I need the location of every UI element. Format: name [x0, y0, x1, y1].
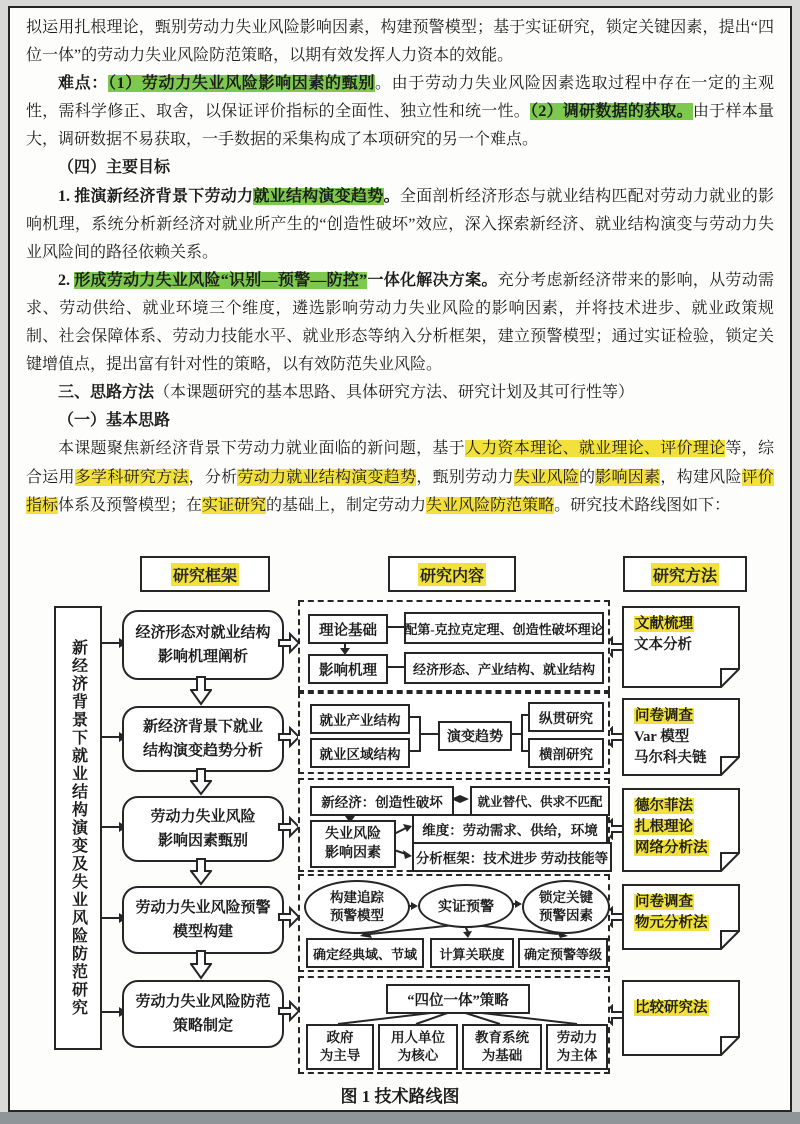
node-creative-destruction: 新经济：创造性破坏 [310, 786, 454, 816]
node-build-tracking-model: 构建追踪 预警模型 [304, 880, 410, 934]
paragraph-difficulties: 难点：（1）劳动力失业风险影响因素的甄别。由于劳动力失业风险因素选取过程中存在一定的主观性，需科学修正、取舍，以保证评价指标的全面性、独立性和统一性。（2）调研数据的获取。由于样本量大，调研数据不易获取，一手数据的采集构成了本项研究的另一个难点。 [26, 75, 774, 149]
heading-basic-idea: （一）基本思路 [58, 412, 171, 430]
heading-approach-methods: 三、思路方法（本课题研究的基本思路、具体研究方法、研究计划及其可行性等） [58, 384, 635, 402]
node-employer: 用人单位 为核心 [378, 1024, 458, 1070]
header-research-content: 研究内容 [388, 556, 516, 592]
node-risk-factors-hub: 失业风险 影响因素 [310, 820, 396, 868]
right-arrow-icon [100, 826, 120, 828]
note-survey-matter-element: 问卷调查 物元分析法 [622, 884, 740, 950]
paragraph-goal-1: 1. 推演新经济背景下劳动力就业结构演变趋势。全面剖析经济形态与就业结构匹配对劳动力就业的影响机理，系统分析新经济对就业所产生的“创造性破坏”效应，深入探索新经济、就业结构演变与劳动力失业风险间的路径依赖关系。 [26, 187, 774, 261]
content-box-evolution [298, 692, 610, 774]
content-box-factors [298, 778, 610, 872]
header-research-framework: 研究框架 [140, 556, 270, 592]
frame-box-strategy: 劳动力失业风险防范 策略制定 [122, 980, 284, 1048]
paragraph-intro: 拟运用扎根理论，甄别劳动力失业风险影响因素，构建预警模型；基于实证研究，锁定关键因素，提出“四位一体”的劳动力失业风险防范策略，以期有效发挥人力资本的效能。 [26, 19, 774, 65]
header-research-method: 研究方法 [623, 556, 747, 592]
down-arrow-icon [190, 676, 212, 706]
node-longitudinal-study: 纵贯研究 [528, 702, 604, 732]
figure-caption: 图 1 技术路线图 [340, 1087, 460, 1106]
spine-research-topic: 新经济背景下就业结构演变及失业风险防范研究 [54, 606, 102, 1050]
frame-box-mechanism: 经济形态对就业结构 影响机理阐析 [122, 610, 284, 680]
right-double-arrow-icon [278, 906, 300, 928]
node-warning-level: 确定预警等级 [518, 938, 608, 968]
right-arrow-icon [100, 642, 120, 644]
node-impact-mechanism: 影响机理 [308, 654, 388, 684]
node-cross-section-study: 横剖研究 [528, 738, 604, 768]
node-correlation-degree: 计算关联度 [430, 938, 514, 968]
node-labor-force: 劳动力 为主体 [546, 1024, 608, 1070]
frame-box-warning-model: 劳动力失业风险预警 模型构建 [122, 886, 284, 954]
document-page [8, 6, 792, 1112]
note-survey-var-markov: 问卷调查 Var 模型 马尔科夫链 [622, 698, 740, 776]
note-comparative-method: 比较研究法 [622, 980, 740, 1056]
right-arrow-icon [100, 1011, 120, 1013]
right-double-arrow-icon [278, 726, 300, 748]
node-analysis-framework: 分析框架：技术进步 劳动技能等 [412, 842, 612, 872]
note-delphi-grounded-network: 德尔菲法 扎根理论 网络分析法 [622, 788, 740, 872]
content-box-mechanism [298, 600, 610, 692]
paragraph-goal-2: 2. 形成劳动力失业风险“识别—预警—防控”一体化解决方案。充分考虑新经济带来的影响，从劳动需求、劳动供给、就业环境三个维度，遴选影响劳动力失业风险的影响因素，并将技术进步、就业政策规制、社会保障体系、劳动力技能水平、就业形态等纳入分析框架，建立预警模型；通过实证检验，锁定关键增值点，提出富有针对性的策略，以有效防范失业风险。 [26, 271, 774, 374]
heading-main-goals: （四）主要目标 [58, 159, 171, 177]
right-double-arrow-icon [278, 816, 300, 838]
right-double-arrow-icon [278, 1000, 300, 1022]
node-classic-domain: 确定经典域、节域 [306, 938, 424, 968]
node-region-structure: 就业区域结构 [310, 738, 410, 768]
down-arrow-icon [190, 950, 212, 980]
right-arrow-icon [100, 736, 120, 738]
node-theory-detail: 配第-克拉克定理、创造性破坏理论 [404, 612, 604, 644]
node-education-system: 教育系统 为基础 [462, 1024, 542, 1070]
photo-edge [0, 1112, 800, 1124]
note-literature-method: 文献梳理 文本分析 [622, 606, 740, 688]
node-evolution-trend: 演变趋势 [438, 721, 512, 751]
node-mechanism-detail: 经济形态、产业结构、就业结构 [404, 652, 604, 684]
node-four-in-one-strategy: “四位一体”策略 [386, 984, 530, 1014]
frame-box-factors: 劳动力失业风险 影响因素甄别 [122, 796, 284, 862]
text-block [26, 14, 774, 520]
frame-box-evolution: 新经济背景下就业 结构演变趋势分析 [122, 706, 284, 772]
node-government: 政府 为主导 [306, 1024, 374, 1070]
node-job-substitution: 就业替代、供求不匹配 [470, 786, 610, 816]
right-arrow-icon [100, 917, 120, 919]
content-box-strategy [298, 976, 610, 1074]
node-theory-basis: 理论基础 [308, 614, 388, 644]
node-industry-structure: 就业产业结构 [310, 704, 410, 734]
node-dimensions: 维度：劳动需求、供给，环境 [412, 814, 608, 844]
down-arrow-icon [190, 768, 212, 796]
node-empirical-warning: 实证预警 [418, 884, 514, 928]
down-arrow-icon [190, 858, 212, 886]
paragraph-basic-idea: 本课题聚焦新经济背景下劳动力就业面临的新问题，基于人力资本理论、就业理论、评价理论等，综合运用多学科研究方法，分析劳动力就业结构演变趋势，甄别劳动力失业风险的影响因素，构建风险评价指标体系及预警模型；在实证研究的基础上，制定劳动力失业风险防范策略。研究技术路线图如下： [26, 440, 774, 514]
content-box-warning-model [298, 874, 610, 972]
node-key-warning-factors: 锁定关键 预警因素 [522, 880, 610, 934]
right-double-arrow-icon [278, 632, 300, 654]
